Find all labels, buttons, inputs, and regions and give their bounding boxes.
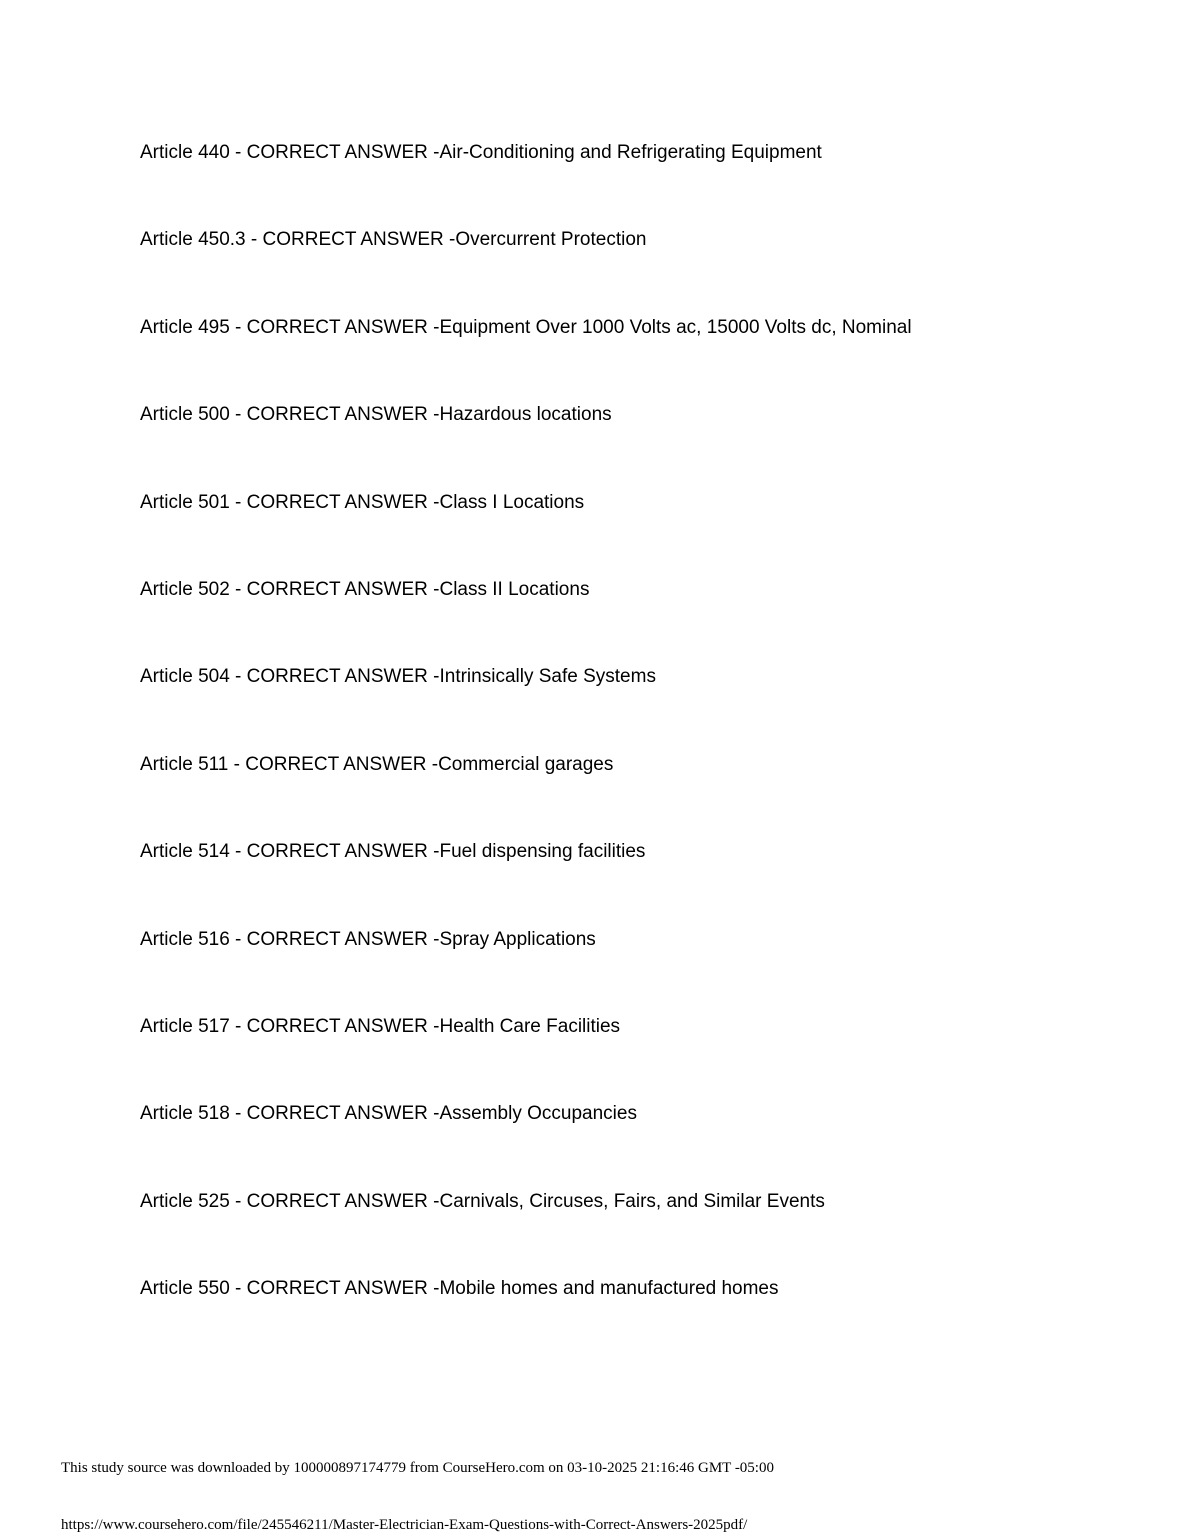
answer-entry: Article 525 - CORRECT ANSWER -Carnivals, Circuses, Fairs, and Similar Events (140, 1190, 825, 1212)
answer-entry: Article 517 - CORRECT ANSWER -Health Care Facilities (140, 1015, 621, 1037)
answer-entry: Article 514 - CORRECT ANSWER -Fuel dispensing facilities (140, 841, 646, 863)
answer-entry: Article 450.3 - CORRECT ANSWER -Overcurrent Protection (140, 229, 647, 251)
answer-entry: Article 495 - CORRECT ANSWER -Equipment Over 1000 Volts ac, 15000 Volts dc, Nominal (140, 316, 912, 338)
answer-entry: Article 518 - CORRECT ANSWER -Assembly Occupancies (140, 1103, 637, 1125)
answer-entry: Article 500 - CORRECT ANSWER -Hazardous locations (140, 404, 612, 426)
answer-entry: Article 502 - CORRECT ANSWER -Class II Locations (140, 578, 590, 600)
download-source-notice: This study source was downloaded by 100000897174779 from CourseHero.com on 03-10-2025 21:16:46 GMT -05:00 (61, 1460, 774, 1476)
answer-entry: Article 511 - CORRECT ANSWER -Commercial garages (140, 753, 614, 775)
answer-entry: Article 501 - CORRECT ANSWER -Class I Locations (140, 491, 585, 513)
answer-list (140, 140, 1140, 1363)
source-url: https://www.coursehero.com/file/245546211/Master-Electrician-Exam-Questions-with-Correct-Answers-2025pdf/ (61, 1517, 748, 1533)
answer-entry: Article 440 - CORRECT ANSWER -Air-Conditioning and Refrigerating Equipment (140, 142, 822, 163)
answer-entry: Article 516 - CORRECT ANSWER -Spray Applications (140, 928, 596, 950)
answer-entry: Article 504 - CORRECT ANSWER -Intrinsically Safe Systems (140, 666, 656, 688)
answer-entry: Article 550 - CORRECT ANSWER -Mobile homes and manufactured homes (140, 1278, 779, 1300)
